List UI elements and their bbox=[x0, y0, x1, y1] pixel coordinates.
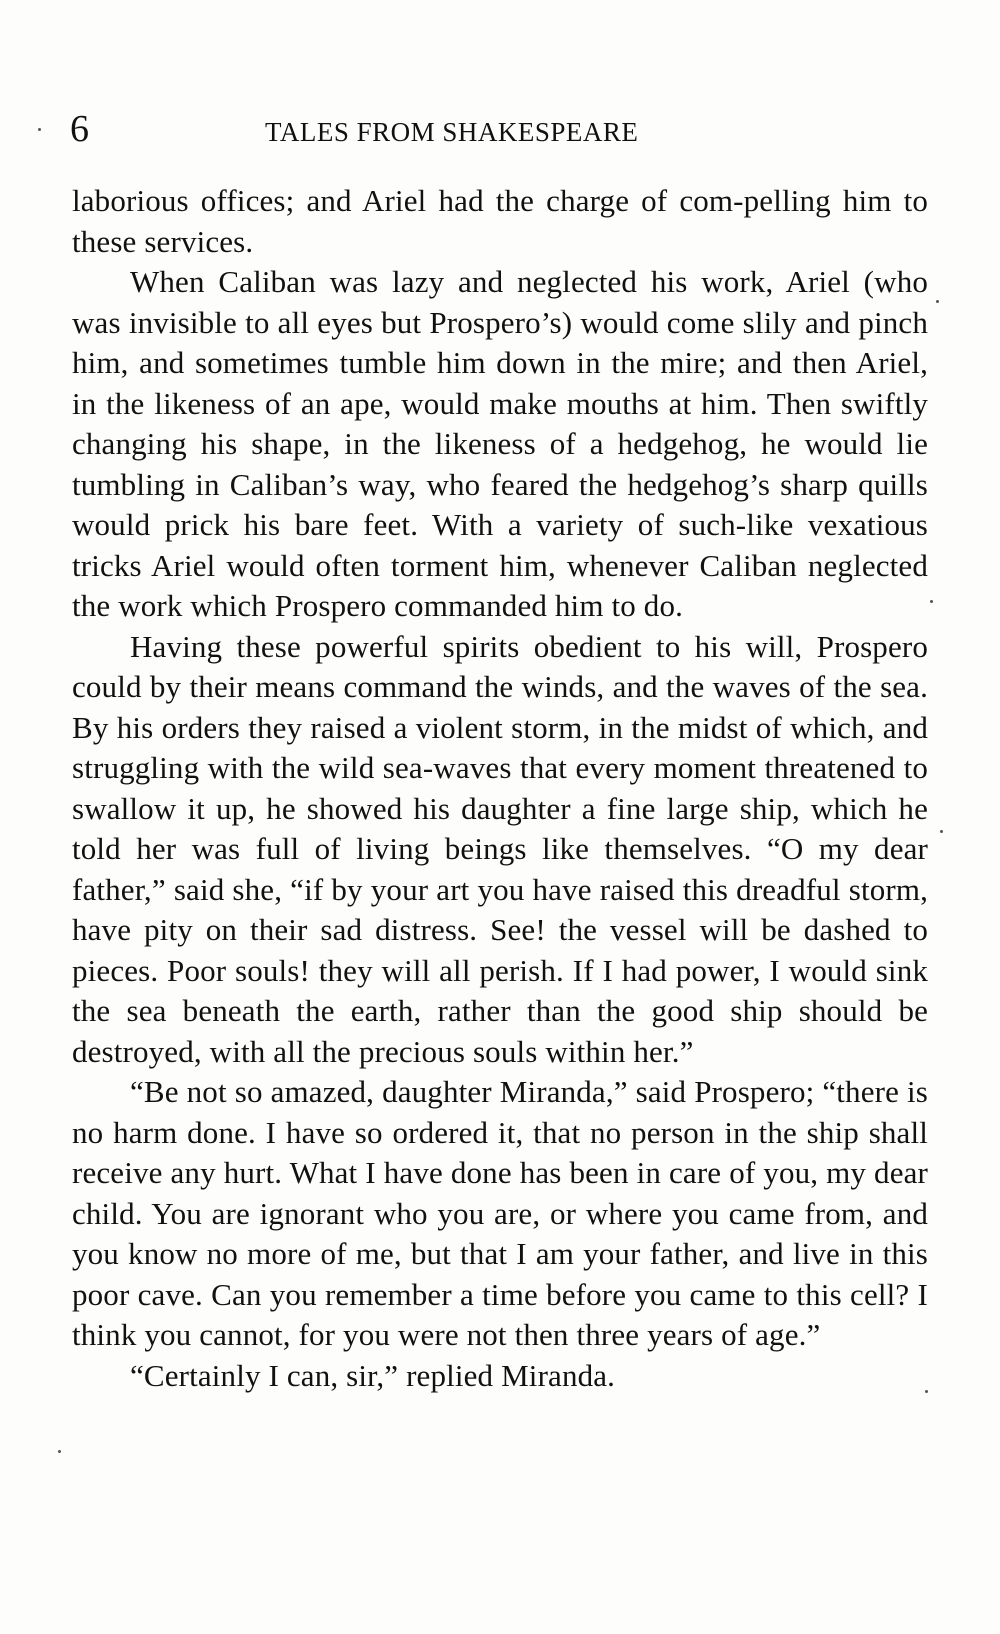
paper-speck bbox=[940, 830, 943, 833]
page-number: 6 bbox=[70, 108, 89, 150]
body-text bbox=[72, 181, 928, 1396]
paper-speck bbox=[925, 1390, 928, 1393]
page-header bbox=[70, 104, 930, 154]
paper-speck bbox=[936, 300, 939, 303]
paper-speck bbox=[58, 1450, 61, 1453]
paragraph: Having these powerful spirits obedient to his will, Prospero could by their means command the winds, and the waves of the sea. By his orders they raised a violent storm, in the midst of which, and struggling with the wild sea-waves that every moment threatened to swallow it up, he showed his daughter a fine large ship, which he told her was full of living beings like themselves. “O my dear father,” said she, “if by your art you have raised this dreadful storm, have pity on their sad distress. See! the vessel will be dashed to pieces. Poor souls! they will all perish. If I had power, I would sink the sea beneath the earth, rather than the good ship should be destroyed, with all the precious souls within her.” bbox=[72, 628, 928, 1069]
paper-speck bbox=[930, 600, 933, 603]
paragraph: “Be not so amazed, daughter Miranda,” said Prospero; “there is no harm done. I have so ordered it, that no person in the ship shall receive any hurt. What I have done has been in care of you, my dear child. You are ignorant who you are, or where you came from, and you know no more of me, but that I am your father, and live in this poor cave. Can you remember a time before you came to this cell? I think you cannot, for you were not then three years of age.” bbox=[72, 1074, 928, 1352]
paragraph: “Certainly I can, sir,” replied Miranda. bbox=[130, 1357, 616, 1393]
running-head: TALES FROM SHAKESPEARE bbox=[265, 117, 639, 147]
paragraph-continued: laborious offices; and Ariel had the charge of com-pelling him to these services. bbox=[72, 183, 928, 259]
paragraph: When Caliban was lazy and neglected his work, Ariel (who was invisible to all eyes but Prospero’s) would come slily and pinch him, and sometimes tumble him down in the mire; and then Ariel, in the likeness of an ape, would make mouths at him. Then swiftly changing his shape, in the likeness of a hedgehog, he would lie tumbling in Caliban’s way, who feared the hedgehog’s sharp quills would prick his bare feet. With a variety of such-like vexatious tricks Ariel would often torment him, whenever Caliban neglected the work which Prospero commanded him to do. bbox=[72, 264, 928, 623]
paper-speck bbox=[38, 128, 41, 131]
